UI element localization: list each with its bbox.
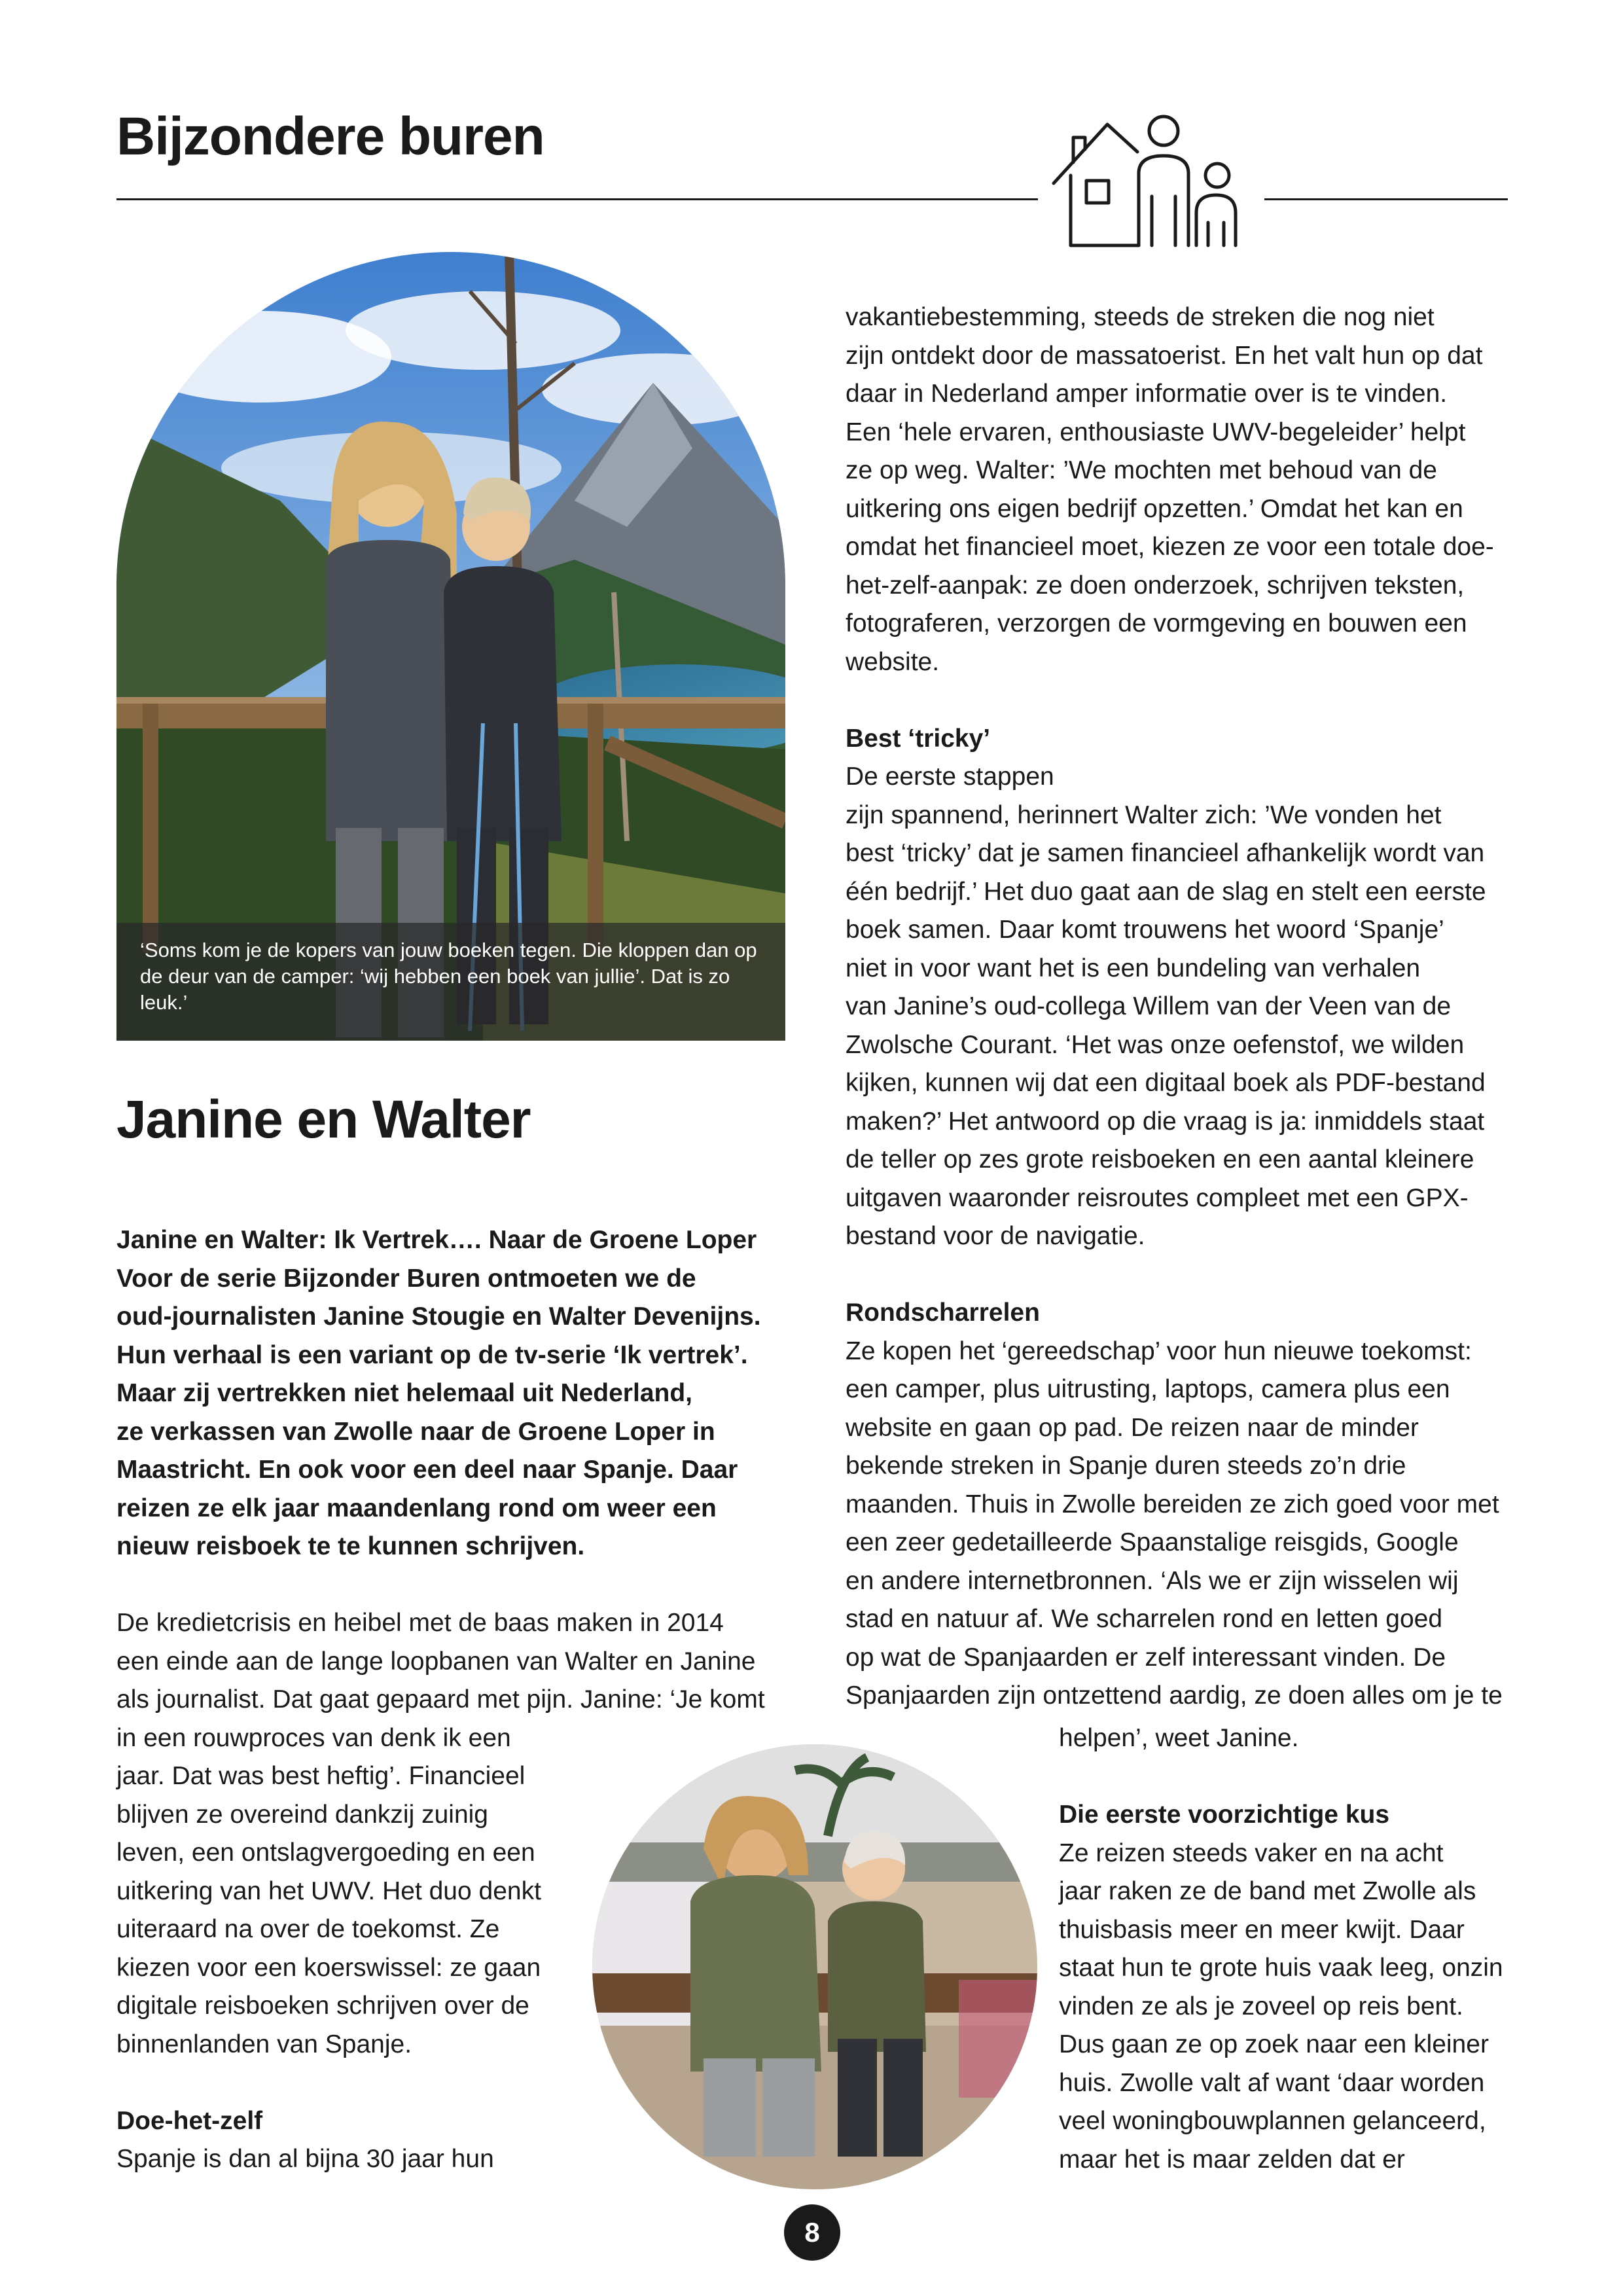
body-line: Spanjaarden zijn ontzettend aardig, ze doen alles om je te [846, 1681, 1503, 1710]
body-line: huis. Zwolle valt af want ‘daar worden [1059, 2068, 1485, 2097]
body-line: Ze reizen steeds vaker en na acht [1059, 1839, 1444, 1867]
body-line: best ‘tricky’ dat je samen financieel afhankelijk wordt van [846, 839, 1485, 867]
body-line: jaar. Dat was best heftig’. Financieel [116, 1762, 526, 1790]
mountain-photo [116, 252, 785, 1041]
body-line: staat hun te grote huis vaak leeg, onzin [1059, 1954, 1503, 1982]
body-line: maanden. Thuis in Zwolle bereiden ze zich goed voor met [846, 1490, 1499, 1518]
body-line: in een rouwproces van denk ik een [116, 1723, 511, 1752]
right-column-lower [1059, 1719, 1530, 2179]
body-line: en andere internetbronnen. ‘Als we er zijn wisselen wij [846, 1566, 1459, 1595]
body-line: binnenlanden van Spanje. [116, 2030, 412, 2058]
bench-photo [592, 1744, 1037, 2189]
body-line: een zeer gedetailleerde Spaanstalige reisgids, Google [846, 1528, 1459, 1556]
intro-line: nieuw reisboek te te kunnen schrijven. [116, 1532, 585, 1560]
body-line: maken?’ Het antwoord op die vraag is ja: inmiddels staat [846, 1107, 1485, 1136]
body-line: niet in voor want het is een bundeling van verhalen [846, 954, 1421, 982]
intro-line: Janine en Walter: Ik Vertrek…. Naar de Groene Loper [116, 1226, 757, 1254]
intro-line: reizen ze elk jaar maandenlang rond om weer een [116, 1494, 717, 1522]
body-line: jaar raken ze de band met Zwolle als [1059, 1877, 1476, 1905]
section-title: Janine en Walter [116, 1090, 531, 1149]
intro-line: Hun verhaal is een variant op de tv-serie ‘Ik vertrek’. [116, 1340, 748, 1369]
subheading-rondscharrelen: Rondscharrelen [846, 1299, 1040, 1327]
body-line: daar in Nederland amper informatie over is te vinden. [846, 380, 1448, 408]
body-line: een einde aan de lange loopbanen van Walter en Janine [116, 1647, 756, 1676]
body-line: vinden ze als je zoveel op reis bent. [1059, 1992, 1463, 2020]
subheading-best-tricky: Best ‘tricky’ [846, 724, 991, 753]
body-line: bekende streken in Spanje duren steeds zo’n drie [846, 1452, 1406, 1480]
body-line: uitgaven waaronder reisroutes compleet met een GPX- [846, 1183, 1469, 1212]
body-line: stad en natuur af. We scharrelen rond en letten goed [846, 1605, 1443, 1633]
body-line: kijken, kunnen wij dat een digitaal boek als PDF-bestand [846, 1069, 1486, 1097]
body-line: boek samen. Daar komt trouwens het woord ‘Spanje’ [846, 916, 1444, 944]
body-line: één bedrijf.’ Het duo gaat aan de slag en stelt een eerste [846, 877, 1486, 906]
body-line: kiezen voor een koerswissel: ze gaan [116, 1953, 541, 1982]
right-column [846, 298, 1526, 1715]
body-line: leven, een ontslagvergoeding en een [116, 1839, 535, 1867]
header-rule-left [116, 198, 1038, 200]
intro-line: Maar zij vertrekken niet helemaal uit Nederland, [116, 1379, 692, 1407]
body-line: het-zelf-aanpak: ze doen onderzoek, schrijven teksten, [846, 571, 1465, 600]
body-line: omdat het financieel moet, kiezen ze voor een totale doe- [846, 533, 1494, 561]
body-line: de teller op zes grote reisboeken en een aantal kleinere [846, 1145, 1474, 1174]
body-line: blijven ze overeind dankzij zuinig [116, 1800, 488, 1829]
body-line: helpen’, weet Janine. [1059, 1724, 1299, 1752]
body-line: uitkering van het UWV. Het duo denkt [116, 1876, 541, 1905]
subheading-doe-het-zelf: Doe-het-zelf [116, 2106, 263, 2135]
body-line: Spanje is dan al bijna 30 jaar hun [116, 2145, 494, 2173]
intro-line: Maastricht. En ook voor een deel naar Spanje. Daar [116, 1456, 738, 1484]
body-line: De eerste stappen [846, 762, 1054, 791]
page-title: Bijzondere buren [116, 107, 544, 166]
body-line: uitkering ons eigen bedrijf opzetten.’ Omdat het kan en [846, 494, 1463, 523]
house-family-icon [1047, 111, 1257, 259]
body-line: thuisbasis meer en meer kwijt. Daar [1059, 1915, 1465, 1944]
body-line: van Janine’s oud-collega Willem van der Veen van de [846, 992, 1452, 1020]
body-line: op wat de Spanjaarden er zelf interessant vinden. De [846, 1643, 1446, 1672]
body-line: maar het is maar zelden dat er [1059, 2145, 1405, 2174]
body-line: fotograferen, verzorgen de vormgeving en bouwen een [846, 609, 1467, 637]
body-line: als journalist. Dat gaat gepaard met pijn. Janine: ‘Je komt [116, 1685, 765, 1713]
photo-caption: ‘Soms kom je de kopers van jouw boeken tegen. Die kloppen dan op de deur van de camper: ‘wij hebben een boek van jullie’. Dat is zo leuk.’ [116, 923, 785, 1041]
body-line: website en gaan op pad. De reizen naar de minder [846, 1413, 1419, 1442]
body-line: zijn ontdekt door de massatoerist. En het valt hun op dat [846, 341, 1483, 370]
page-number: 8 [784, 2204, 840, 2261]
header-rule-right [1264, 198, 1508, 200]
body-line: Een ‘hele ervaren, enthousiaste UWV-begeleider’ helpt [846, 418, 1466, 446]
body-line: een camper, plus uitrusting, laptops, camera plus een [846, 1375, 1450, 1403]
body-line: veel woningbouwplannen gelanceerd, [1059, 2107, 1486, 2135]
body-line: digitale reisboeken schrijven over de [116, 1992, 529, 2020]
body-line: Dus gaan ze op zoek naar een kleiner [1059, 2030, 1489, 2058]
body-line: bestand voor de navigatie. [846, 1222, 1145, 1250]
intro-line: oud-journalisten Janine Stougie en Walter Devenijns. [116, 1302, 761, 1331]
intro-line: ze verkassen van Zwolle naar de Groene Loper in [116, 1417, 715, 1446]
body-line: Ze kopen het ‘gereedschap’ voor hun nieuwe toekomst: [846, 1336, 1472, 1365]
body-line: website. [846, 647, 940, 676]
intro-paragraph [116, 1221, 791, 1566]
body-line: uiteraard na over de toekomst. Ze [116, 1915, 500, 1943]
body-line: ze op weg. Walter: ’We mochten met behoud van de [846, 456, 1437, 484]
body-line: zijn spannend, herinnert Walter zich: ’We vonden het [846, 800, 1442, 829]
body-line: vakantiebestemming, steeds de streken die nog niet [846, 303, 1435, 331]
subheading-eerste-kus: Die eerste voorzichtige kus [1059, 1801, 1390, 1829]
body-line: Zwolsche Courant. ‘Het was onze oefenstof, we wilden [846, 1030, 1465, 1059]
intro-line: Voor de serie Bijzonder Buren ontmoeten we de [116, 1264, 696, 1293]
body-line: De kredietcrisis en heibel met de baas maken in 2014 [116, 1609, 724, 1637]
